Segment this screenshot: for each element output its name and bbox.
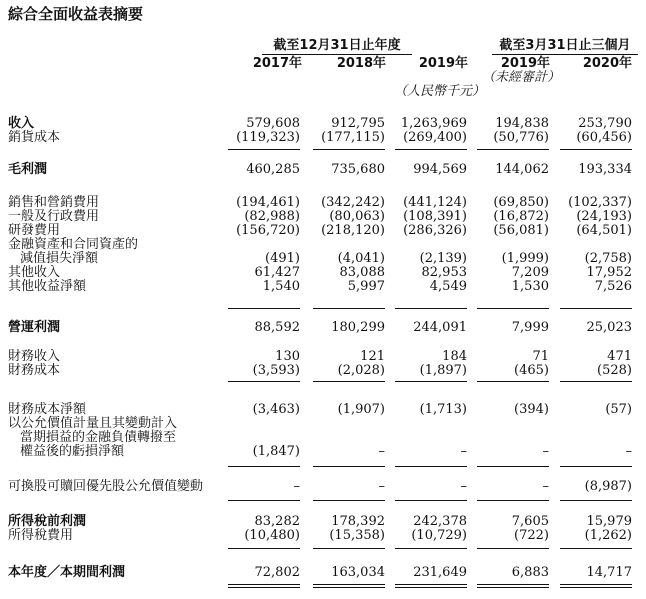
row-value: (2,028)	[337, 363, 385, 378]
row-value: 231,649	[413, 565, 467, 580]
row-value: 460,285	[246, 162, 300, 177]
row-value: 1,263,969	[400, 116, 467, 131]
row-label: 所得稅前利潤	[8, 514, 87, 529]
row-label: 所得稅費用	[8, 528, 74, 543]
row-value: (1,999)	[501, 251, 549, 266]
row-value: 5,997	[347, 279, 385, 294]
row-value: (2,758)	[584, 251, 632, 266]
row-value: (119,323)	[236, 130, 300, 145]
row-value: 994,569	[413, 162, 467, 177]
header-group-annual: 截至12月31日止年度	[262, 34, 412, 55]
row-value: 82,953	[421, 265, 467, 280]
row-value: 83,282	[254, 514, 300, 529]
row-label: 收入	[8, 116, 35, 131]
total-double-rule	[477, 584, 549, 588]
row-label: 銷售和營銷費用	[8, 195, 100, 210]
row-value: –	[378, 479, 385, 494]
row-value: (286,326)	[403, 223, 467, 238]
row-value: 17,952	[586, 265, 632, 280]
row-label: 一般及行政費用	[8, 209, 100, 224]
row-value: 7,209	[511, 265, 549, 280]
row-value: 193,334	[578, 162, 632, 177]
row-value: (465)	[514, 363, 549, 378]
row-value: (102,337)	[568, 195, 632, 210]
row-value: (269,400)	[403, 130, 467, 145]
row-value: 4,549	[429, 279, 467, 294]
row-value: 72,802	[254, 565, 300, 580]
row-value: 471	[607, 349, 632, 364]
row-value: (218,120)	[321, 223, 385, 238]
subtotal-rule	[560, 149, 632, 150]
row-label: 以公允價值計量且其變動計入	[8, 416, 178, 431]
row-value: 735,680	[331, 162, 385, 177]
subtotal-rule	[228, 308, 300, 309]
header-group-quarter: 截至3月31日止三個月	[492, 34, 638, 55]
row-value: (394)	[514, 402, 549, 417]
row-value: (69,850)	[493, 195, 549, 210]
row-value: (1,713)	[419, 402, 467, 417]
row-value: (56,081)	[493, 223, 549, 238]
row-value: 178,392	[331, 514, 385, 529]
subtotal-rule	[228, 149, 300, 150]
row-label: 財務成本淨額	[8, 402, 87, 417]
row-value: (528)	[597, 363, 632, 378]
row-value: –	[293, 479, 300, 494]
row-label: 銷貨成本	[8, 130, 61, 145]
subtotal-rule	[560, 466, 632, 467]
row-value: (10,729)	[411, 528, 467, 543]
unaudited-note: （未經審計）	[482, 70, 561, 85]
page-title: 綜合全面收益表摘要	[8, 5, 144, 23]
subtotal-rule	[313, 381, 385, 382]
row-value: 14,717	[586, 565, 632, 580]
row-value: (3,593)	[252, 363, 300, 378]
subtotal-rule	[395, 381, 467, 382]
row-value: 7,999	[511, 320, 549, 335]
total-double-rule	[313, 584, 385, 588]
row-value: (491)	[265, 251, 300, 266]
year-header-2020-q1: 2020年	[582, 56, 632, 71]
row-label: 可換股可贖回優先股公允價值變動	[8, 479, 204, 494]
row-label: 營運利潤	[8, 320, 61, 335]
year-header-2018: 2018年	[336, 56, 386, 71]
row-value: 194,838	[495, 116, 549, 131]
row-value: 130	[275, 349, 300, 364]
row-value: –	[378, 444, 385, 459]
row-value: (4,041)	[337, 251, 385, 266]
row-label: 減值損失淨額	[20, 251, 99, 266]
row-value: (108,391)	[403, 209, 467, 224]
row-label: 財務成本	[8, 363, 61, 378]
row-value: (722)	[514, 528, 549, 543]
row-value: 242,378	[413, 514, 467, 529]
row-value: –	[460, 444, 467, 459]
row-label: 權益後的虧損淨額	[20, 444, 125, 459]
subtotal-rule	[395, 149, 467, 150]
row-label: 其他收入	[8, 265, 61, 280]
row-label: 當期損益的金融負債轉撥至	[20, 430, 177, 445]
row-value: (1,907)	[337, 402, 385, 417]
row-value: 180,299	[331, 320, 385, 335]
subtotal-rule	[477, 308, 549, 309]
row-value: (1,262)	[584, 528, 632, 543]
row-value: 83,088	[339, 265, 385, 280]
row-value: (3,463)	[252, 402, 300, 417]
subtotal-rule	[228, 381, 300, 382]
row-value: (1,897)	[419, 363, 467, 378]
row-value: 144,062	[495, 162, 549, 177]
year-header-2017: 2017年	[252, 56, 302, 71]
row-value: –	[542, 444, 549, 459]
row-value: 15,979	[586, 514, 632, 529]
row-value: –	[625, 444, 632, 459]
subtotal-rule	[395, 466, 467, 467]
row-value: 71	[532, 349, 549, 364]
subtotal-rule	[395, 548, 467, 549]
row-value: 121	[360, 349, 385, 364]
subtotal-rule	[560, 548, 632, 549]
total-double-rule	[560, 584, 632, 588]
year-header-2019-q1: 2019年	[500, 56, 550, 71]
unit-note: （人民幣千元）	[394, 84, 486, 99]
row-value: 244,091	[413, 320, 467, 335]
row-value: (8,987)	[584, 479, 632, 494]
subtotal-rule	[313, 149, 385, 150]
subtotal-rule	[560, 308, 632, 309]
row-value: (57)	[605, 402, 632, 417]
row-value: 1,540	[262, 279, 300, 294]
row-value: 7,526	[594, 279, 632, 294]
row-value: (50,776)	[493, 130, 549, 145]
row-value: –	[542, 479, 549, 494]
row-value: (82,988)	[244, 209, 300, 224]
row-label: 毛利潤	[8, 162, 48, 177]
row-value: 1,530	[511, 279, 549, 294]
subtotal-rule	[395, 500, 467, 501]
subtotal-rule	[477, 466, 549, 467]
row-value: (10,480)	[244, 528, 300, 543]
row-label: 其他收益淨額	[8, 279, 87, 294]
row-value: 184	[442, 349, 467, 364]
year-header-2019: 2019年	[418, 56, 468, 71]
subtotal-rule	[477, 149, 549, 150]
row-value: 88,592	[254, 320, 300, 335]
subtotal-rule	[477, 381, 549, 382]
row-value: –	[460, 479, 467, 494]
row-value: 163,034	[331, 565, 385, 580]
subtotal-rule	[477, 500, 549, 501]
row-label: 研發費用	[8, 223, 61, 238]
row-value: 253,790	[578, 116, 632, 131]
row-value: (342,242)	[321, 195, 385, 210]
row-value: 912,795	[331, 116, 385, 131]
row-value: (80,063)	[329, 209, 385, 224]
row-value: (177,115)	[321, 130, 385, 145]
subtotal-rule	[560, 500, 632, 501]
subtotal-rule	[395, 308, 467, 309]
row-value: (24,193)	[576, 209, 632, 224]
row-label: 財務收入	[8, 349, 61, 364]
subtotal-rule	[560, 381, 632, 382]
row-value: (194,461)	[236, 195, 300, 210]
row-value: (2,139)	[419, 251, 467, 266]
subtotal-rule	[313, 466, 385, 467]
subtotal-rule	[313, 548, 385, 549]
row-value: (1,847)	[252, 444, 300, 459]
row-value: 579,608	[246, 116, 300, 131]
row-value: 25,023	[586, 320, 632, 335]
row-label: 本年度／本期間利潤	[8, 565, 126, 580]
row-value: (16,872)	[493, 209, 549, 224]
subtotal-rule	[477, 548, 549, 549]
subtotal-rule	[313, 500, 385, 501]
row-value: (441,124)	[403, 195, 467, 210]
row-value: (156,720)	[236, 223, 300, 238]
row-value: 6,883	[511, 565, 549, 580]
row-value: (64,501)	[576, 223, 632, 238]
subtotal-rule	[313, 308, 385, 309]
row-value: 7,605	[511, 514, 549, 529]
total-double-rule	[395, 584, 467, 588]
subtotal-rule	[228, 500, 300, 501]
row-value: (60,456)	[576, 130, 632, 145]
subtotal-rule	[228, 548, 300, 549]
row-value: 61,427	[254, 265, 300, 280]
row-label: 金融資產和合同資產的	[8, 237, 139, 252]
total-double-rule	[228, 584, 300, 588]
subtotal-rule	[228, 466, 300, 467]
row-value: (15,358)	[329, 528, 385, 543]
